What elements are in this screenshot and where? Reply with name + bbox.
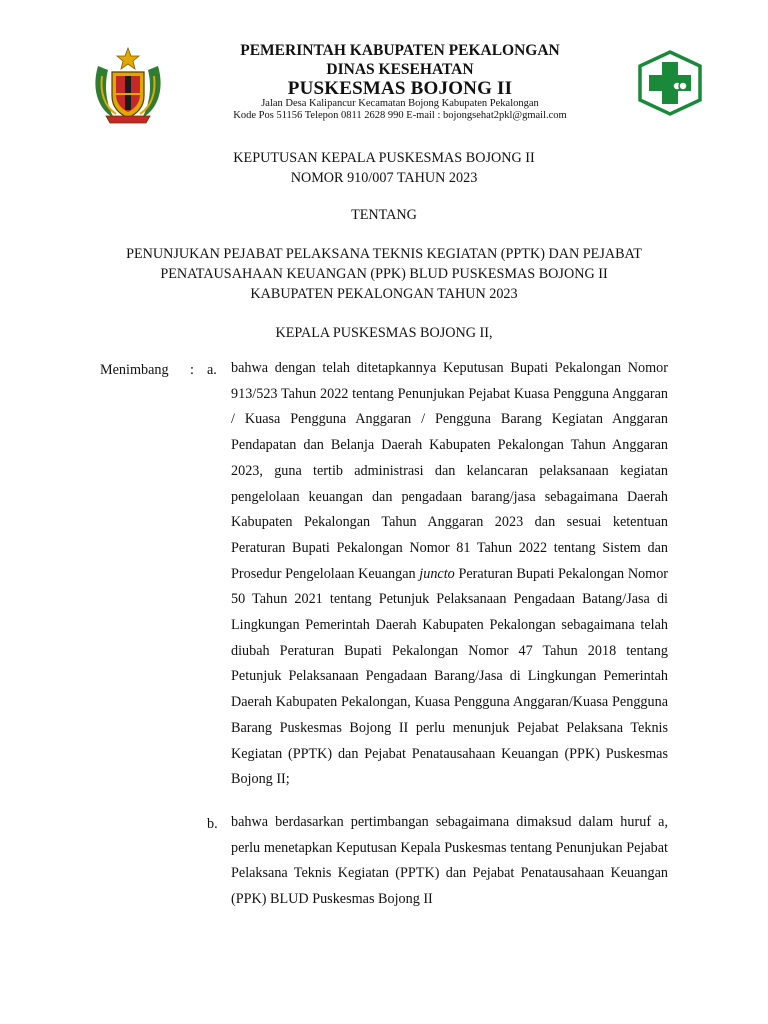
letterhead-contact: Kode Pos 51156 Telepon 0811 2628 990 E-mail : bojongsehat2pkl@gmail.com (233, 110, 567, 121)
item-b-marker: b. (207, 816, 218, 832)
item-a-text-part1: bahwa dengan telah ditetapkannya Keputusan Bupati Pekalongan Nomor 913/523 Tahun 2022 tentang Penunjukan Pejabat Kuasa Pengguna Anggaran / Kuasa Pengguna Anggaran / Pengguna Barang Kegiatan Anggaran Pendapatan dan Belanja Daerah Kabupaten Pekalongan Tahun Anggaran 2023, guna tertib administrasi dan kelancaran pelaksanaan kegiatan pengelolaan keuangan dan pengadaan barang/jasa sebagaimana Daerah Kabupaten Pekalongan Tahun Anggaran 2023 dan sesuai ketentuan Peraturan Bupati Pekalongan Nomor 81 Tahun 2022 tentang Sistem dan Prosedur Pengelolaan Keuangan (231, 360, 668, 582)
item-a-text (231, 356, 668, 793)
subject-line-2: PENATAUSAHAAN KEUANGAN (PPK) BLUD PUSKESMAS BOJONG II (160, 266, 608, 282)
subject-line-3: KABUPATEN PEKALONGAN TAHUN 2023 (250, 286, 518, 302)
subject-line-1: PENUNJUKAN PEJABAT PELAKSANA TEKNIS KEGIATAN (PPTK) DAN PEJABAT (126, 246, 642, 262)
health-cross-icon (636, 50, 704, 116)
item-a-text-part2: Peraturan Bupati Pekalongan Nomor 50 Tahun 2021 tentang Petunjuk Pelaksanaan Pengadaan Batang/Jasa di Lingkungan Pemerintah Daerah Kabupaten Pekalongan sebagaimana telah diubah Peraturan Bupati Pekalongan Nomor 47 Tahun 2018 tentang Petunjuk Pelaksanaan Pengadaan Barang/Jasa di Lingkungan Pemerintah Daerah Kabupaten Pekalongan, Kuasa Pengguna Anggaran/Kuasa Pengguna Barang Puskesmas Bojong II perlu menunjuk Pejabat Pelaksana Teknis Kegiatan (PPTK) dan Pejabat Penatausahaan Keuangan (PPK) Puskesmas Bojong II; (231, 565, 669, 788)
menimbang-label: Menimbang (100, 362, 169, 378)
tentang-heading: TENTANG (351, 207, 417, 223)
decree-number: NOMOR 910/007 TAHUN 2023 (290, 170, 478, 186)
issuing-authority: KEPALA PUSKESMAS BOJONG II, (275, 325, 493, 341)
letterhead-address: Jalan Desa Kalipancur Kecamatan Bojong Kabupaten Pekalongan (261, 98, 539, 109)
item-a-italic: juncto (419, 565, 455, 582)
decree-title: KEPUTUSAN KEPALA PUSKESMAS BOJONG II (233, 150, 535, 166)
item-b-text: bahwa berdasarkan pertimbangan sebagaimana dimaksud dalam huruf a, perlu menetapkan Keputusan Kepala Puskesmas tentang Penunjukan Pejabat Pelaksana Teknis Kegiatan (PPTK) dan Pejabat Penatausahaan Keuangan (PPK) BLUD Puskesmas Bojong II (231, 814, 668, 908)
letterhead-government: PEMERINTAH KABUPATEN PEKALONGAN (240, 42, 560, 59)
item-a-marker: a. (207, 362, 217, 378)
letterhead-agency: DINAS KESEHATAN (326, 61, 474, 78)
letterhead-office: PUSKESMAS BOJONG II (287, 78, 513, 99)
menimbang-colon: : (190, 362, 194, 378)
regency-emblem-icon (92, 46, 164, 124)
